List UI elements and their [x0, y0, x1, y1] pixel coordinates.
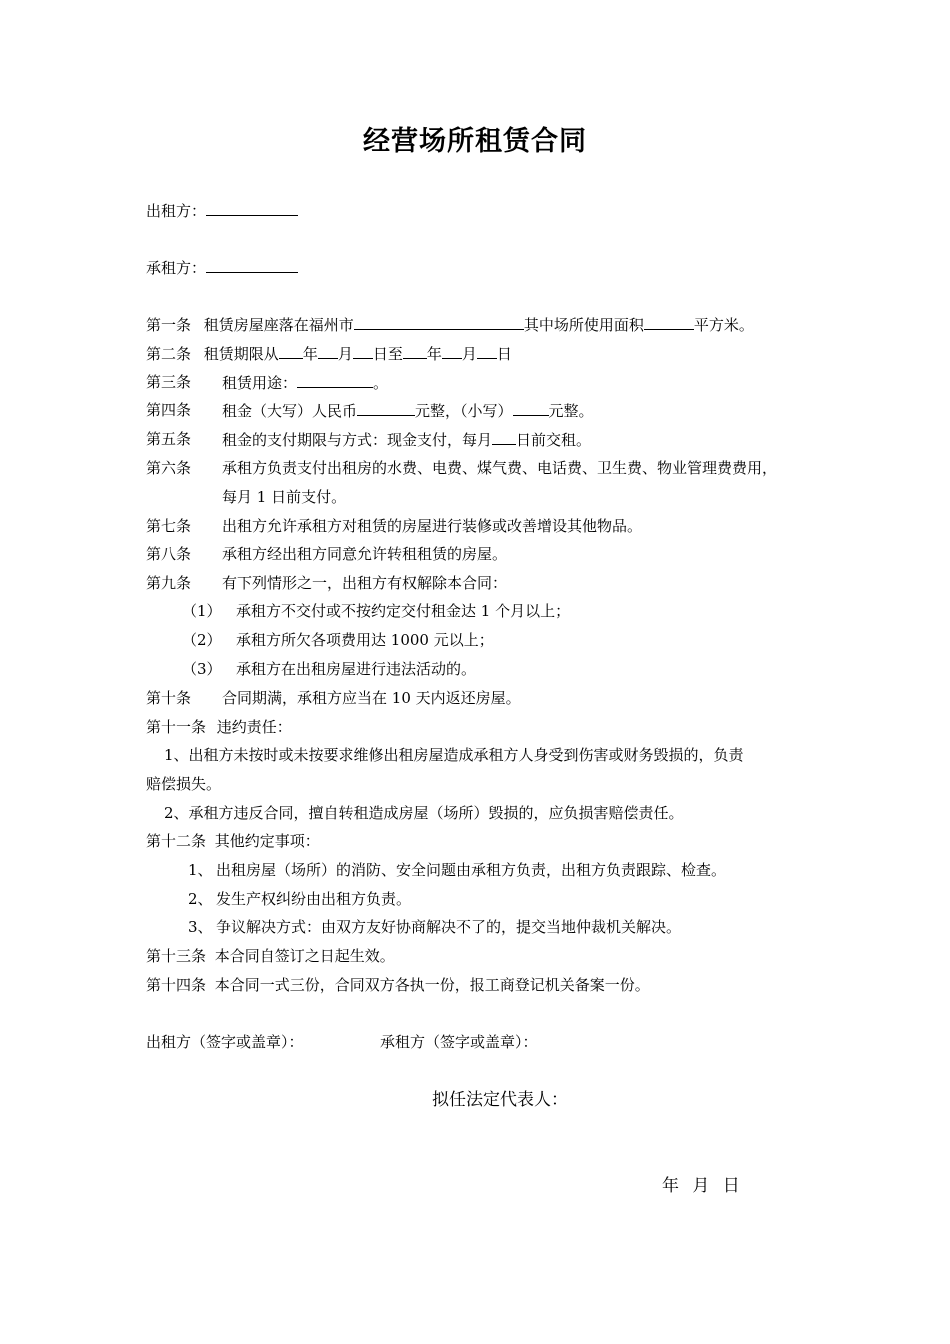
article-6-cont: 每月 1 日前支付。	[222, 488, 347, 506]
article-11-p1-cont: 赔偿损失。	[146, 775, 222, 793]
article-num: 第十条	[146, 689, 192, 707]
rent-upper-blank[interactable]	[357, 400, 415, 416]
article-6: 第六条 承租方负责支付出租房的水费、电费、煤气费、电话费、卫生费、物业管理费费用，	[146, 459, 778, 477]
article-1: 第一条 租赁房屋座落在福州市 其中场所使用面积 平方米。	[146, 316, 754, 334]
list-item: （2） 承租方所欠各项费用达 1000 元以上；	[182, 631, 494, 649]
start-month-blank[interactable]	[318, 343, 338, 359]
article-num: 第八条	[146, 545, 192, 563]
article-num: 第十三条	[146, 947, 207, 965]
pay-day-blank[interactable]	[492, 429, 516, 445]
rent-lower-blank[interactable]	[513, 400, 549, 416]
list-item: （1） 承租方不交付或不按约定交付租金达 1 个月以上；	[182, 602, 571, 620]
article-num: 第十二条	[146, 832, 207, 850]
article-12: 第十二条 其他约定事项：	[146, 832, 320, 850]
list-item: 3、 争议解决方式：由双方友好协商解决不了的，提交当地仲裁机关解决。	[188, 918, 682, 936]
article-num: 第七条	[146, 517, 192, 535]
article-7: 第七条 出租方允许承租方对租赁的房屋进行装修或改善增设其他物品。	[146, 517, 643, 535]
lessee-label: 承租方：	[146, 259, 207, 277]
article-4: 第四条 租金（大写）人民币 元整，（小写） 元整。	[146, 401, 594, 420]
list-item: （3） 承租方在出租房屋进行违法活动的。	[182, 660, 477, 678]
article-num: 第二条	[146, 345, 192, 363]
article-10: 第十条 合同期满，承租方应当在 10 天内返还房屋。	[146, 689, 521, 707]
end-day-blank[interactable]	[477, 343, 497, 359]
article-num: 第六条	[146, 459, 192, 477]
address-blank[interactable]	[354, 314, 524, 330]
article-11: 第十一条 违约责任：	[146, 718, 292, 736]
area-blank[interactable]	[644, 314, 694, 330]
article-11-p1: 1、出租方未按时或未按要求维修出租房屋造成承租方人身受到伤害或财务毁损的，负责	[164, 746, 744, 764]
article-5: 第五条 租金的支付期限与方式：现金支付，每月 日前交租。	[146, 430, 592, 449]
lessor-line	[146, 200, 298, 221]
article-num: 第四条	[146, 401, 192, 419]
article-3: 第三条 租赁用途： 。	[146, 373, 389, 392]
lessor-blank[interactable]	[206, 200, 298, 216]
article-2: 第二条 租赁期限从 年 月 日至 年 月 日	[146, 345, 512, 363]
article-11-p2: 2、承租方违反合同，擅自转租造成房屋（场所）毁损的，应负损害赔偿责任。	[164, 804, 684, 822]
lessee-signature: 承租方（签字或盖章）：	[380, 1033, 538, 1051]
end-month-blank[interactable]	[442, 343, 462, 359]
start-year-blank[interactable]	[279, 343, 303, 359]
article-num: 第三条	[146, 373, 192, 391]
article-8: 第八条 承租方经出租方同意允许转租租赁的房屋。	[146, 545, 508, 563]
article-num: 第五条	[146, 430, 192, 448]
article-num: 第九条	[146, 574, 192, 592]
article-9: 第九条 有下列情形之一，出租方有权解除本合同：	[146, 574, 508, 592]
document-title: 经营场所租赁合同	[363, 126, 587, 157]
legal-representative: 拟任法定代表人：	[432, 1090, 568, 1110]
lessee-line	[146, 257, 298, 278]
start-day-blank[interactable]	[353, 343, 373, 359]
article-num: 第十一条	[146, 718, 207, 736]
list-item: 1、 出租房屋（场所）的消防、安全问题由承租方负责，出租方负责跟踪、检查。	[188, 861, 727, 879]
end-year-blank[interactable]	[403, 343, 427, 359]
lessor-label: 出租方：	[146, 202, 207, 220]
lessee-blank[interactable]	[206, 257, 298, 273]
signing-date: 年 月 日	[662, 1176, 740, 1196]
article-num: 第十四条	[146, 976, 207, 994]
usage-blank[interactable]	[297, 372, 373, 388]
article-num: 第一条	[146, 316, 192, 334]
article-14: 第十四条 本合同一式三份，合同双方各执一份，报工商登记机关备案一份。	[146, 976, 650, 994]
list-item: 2、 发生产权纠纷由出租方负责。	[188, 890, 412, 908]
article-13: 第十三条 本合同自签订之日起生效。	[146, 947, 395, 965]
lessor-signature: 出租方（签字或盖章）：	[146, 1033, 304, 1051]
